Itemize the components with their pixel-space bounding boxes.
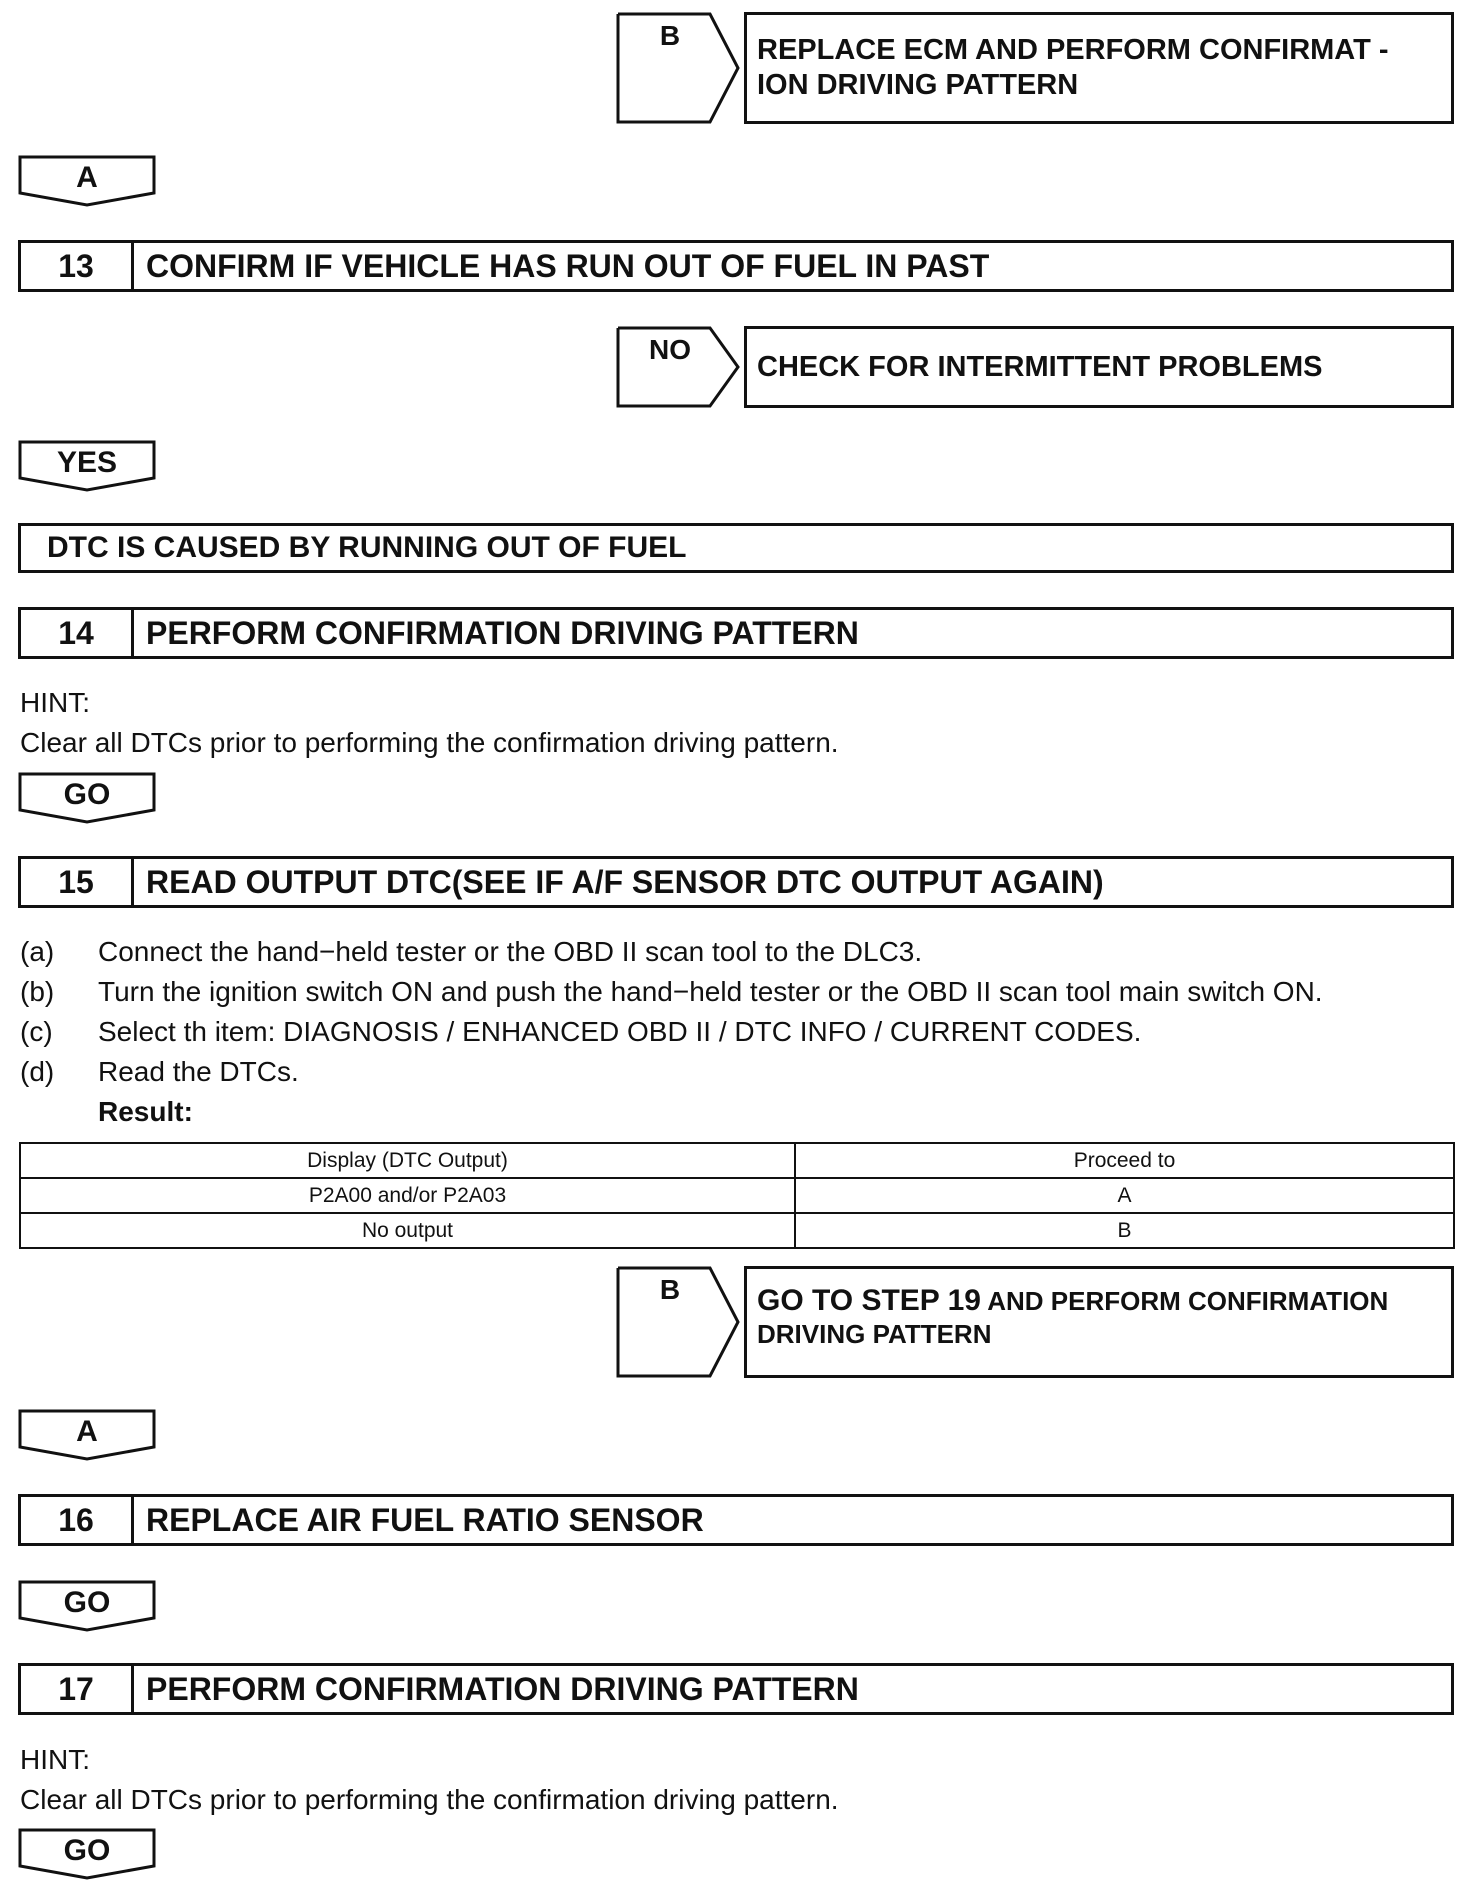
perform-text: AND PERFORM CONFIRMATION	[980, 1286, 1389, 1316]
branch-action-text	[757, 1283, 1388, 1319]
branch-label: B	[659, 1274, 681, 1305]
table-cell: B	[795, 1213, 1454, 1248]
result-tab-go	[18, 772, 156, 824]
result-tab-a	[18, 155, 156, 207]
item-text: Connect the hand−held tester or the OBD II scan tool to the DLC3.	[98, 936, 923, 967]
tab-label: GO	[63, 1586, 111, 1619]
result-label-row	[20, 1092, 1460, 1132]
procedure-item	[20, 932, 1460, 972]
branch-label: B	[659, 20, 681, 51]
procedure-item	[20, 1052, 1460, 1092]
table-cell: P2A00 and/or P2A03	[20, 1178, 795, 1213]
branch-action-box	[744, 1266, 1454, 1378]
result-tab-yes	[18, 440, 156, 492]
step-title: PERFORM CONFIRMATION DRIVING PATTERN	[146, 1670, 859, 1707]
table-row	[20, 1213, 1454, 1248]
procedure-item	[20, 1012, 1460, 1052]
step-title: READ OUTPUT DTC(SEE IF A/F SENSOR DTC OUTPUT AGAIN)	[146, 863, 1104, 900]
step-number: 17	[21, 1666, 134, 1712]
result-label: Result:	[98, 1096, 193, 1127]
branch-b-arrow	[616, 1266, 740, 1378]
branch-action-text: REPLACE ECM AND PERFORM CONFIRMAT -	[757, 34, 1389, 66]
result-tab-go	[18, 1828, 156, 1880]
result-tab-a	[18, 1409, 156, 1461]
branch-action-text: ION DRIVING PATTERN	[757, 69, 1079, 101]
branch-action-box	[744, 12, 1454, 124]
tab-label: GO	[63, 1834, 111, 1867]
table-header: Display (DTC Output)	[20, 1143, 795, 1178]
branch-action-text: DRIVING PATTERN	[757, 1319, 992, 1349]
branch-action-box	[744, 326, 1454, 408]
item-marker: (d)	[20, 1056, 55, 1087]
item-text: Select th item: DIAGNOSIS / ENHANCED OBD II / DTC INFO / CURRENT CODES.	[98, 1016, 1142, 1047]
step-14-header	[18, 607, 1454, 659]
table-header-row	[20, 1143, 1454, 1178]
procedure-list	[20, 932, 1460, 1132]
branch-b-arrow	[616, 12, 740, 124]
tab-label: GO	[63, 778, 111, 811]
hint-text: Clear all DTCs prior to performing the confirmation driving pattern.	[20, 1784, 839, 1815]
item-text: Turn the ignition switch ON and push the hand−held tester or the OBD II scan tool main switch ON.	[98, 976, 1323, 1007]
hint-block	[20, 1740, 1450, 1820]
spacer	[20, 1092, 98, 1132]
step-13-header	[18, 240, 1454, 292]
conclusion-text: DTC IS CAUSED BY RUNNING OUT OF FUEL	[47, 531, 687, 564]
step-15-header	[18, 856, 1454, 908]
step-number: 14	[21, 610, 134, 656]
conclusion-box	[18, 523, 1454, 573]
step-number: 13	[21, 243, 134, 289]
table-cell: A	[795, 1178, 1454, 1213]
hint-label: HINT:	[20, 1744, 90, 1775]
go-to-step-text: GO TO STEP 19	[757, 1284, 981, 1317]
step-title: CONFIRM IF VEHICLE HAS RUN OUT OF FUEL IN PAST	[146, 247, 990, 284]
step-number: 16	[21, 1497, 134, 1543]
step-17-header	[18, 1663, 1454, 1715]
step-title: PERFORM CONFIRMATION DRIVING PATTERN	[146, 614, 859, 651]
tab-label: A	[76, 161, 98, 194]
hint-text: Clear all DTCs prior to performing the confirmation driving pattern.	[20, 727, 839, 758]
tab-label: YES	[56, 446, 118, 479]
hint-block	[20, 683, 1450, 763]
branch-no-arrow	[616, 326, 740, 408]
step-16-header	[18, 1494, 1454, 1546]
step-number: 15	[21, 859, 134, 905]
table-header: Proceed to	[795, 1143, 1454, 1178]
table-row	[20, 1178, 1454, 1213]
tab-label: A	[76, 1415, 98, 1448]
procedure-item	[20, 972, 1460, 1012]
result-table	[19, 1142, 1455, 1249]
item-marker: (c)	[20, 1016, 53, 1047]
branch-label: NO	[649, 334, 691, 365]
table-cell: No output	[20, 1213, 795, 1248]
branch-action-text: CHECK FOR INTERMITTENT PROBLEMS	[757, 350, 1323, 383]
step-title: REPLACE AIR FUEL RATIO SENSOR	[146, 1501, 704, 1538]
item-text: Read the DTCs.	[98, 1056, 299, 1087]
item-marker: (a)	[20, 936, 55, 967]
hint-label: HINT:	[20, 687, 90, 718]
item-marker: (b)	[20, 976, 55, 1007]
result-tab-go	[18, 1580, 156, 1632]
